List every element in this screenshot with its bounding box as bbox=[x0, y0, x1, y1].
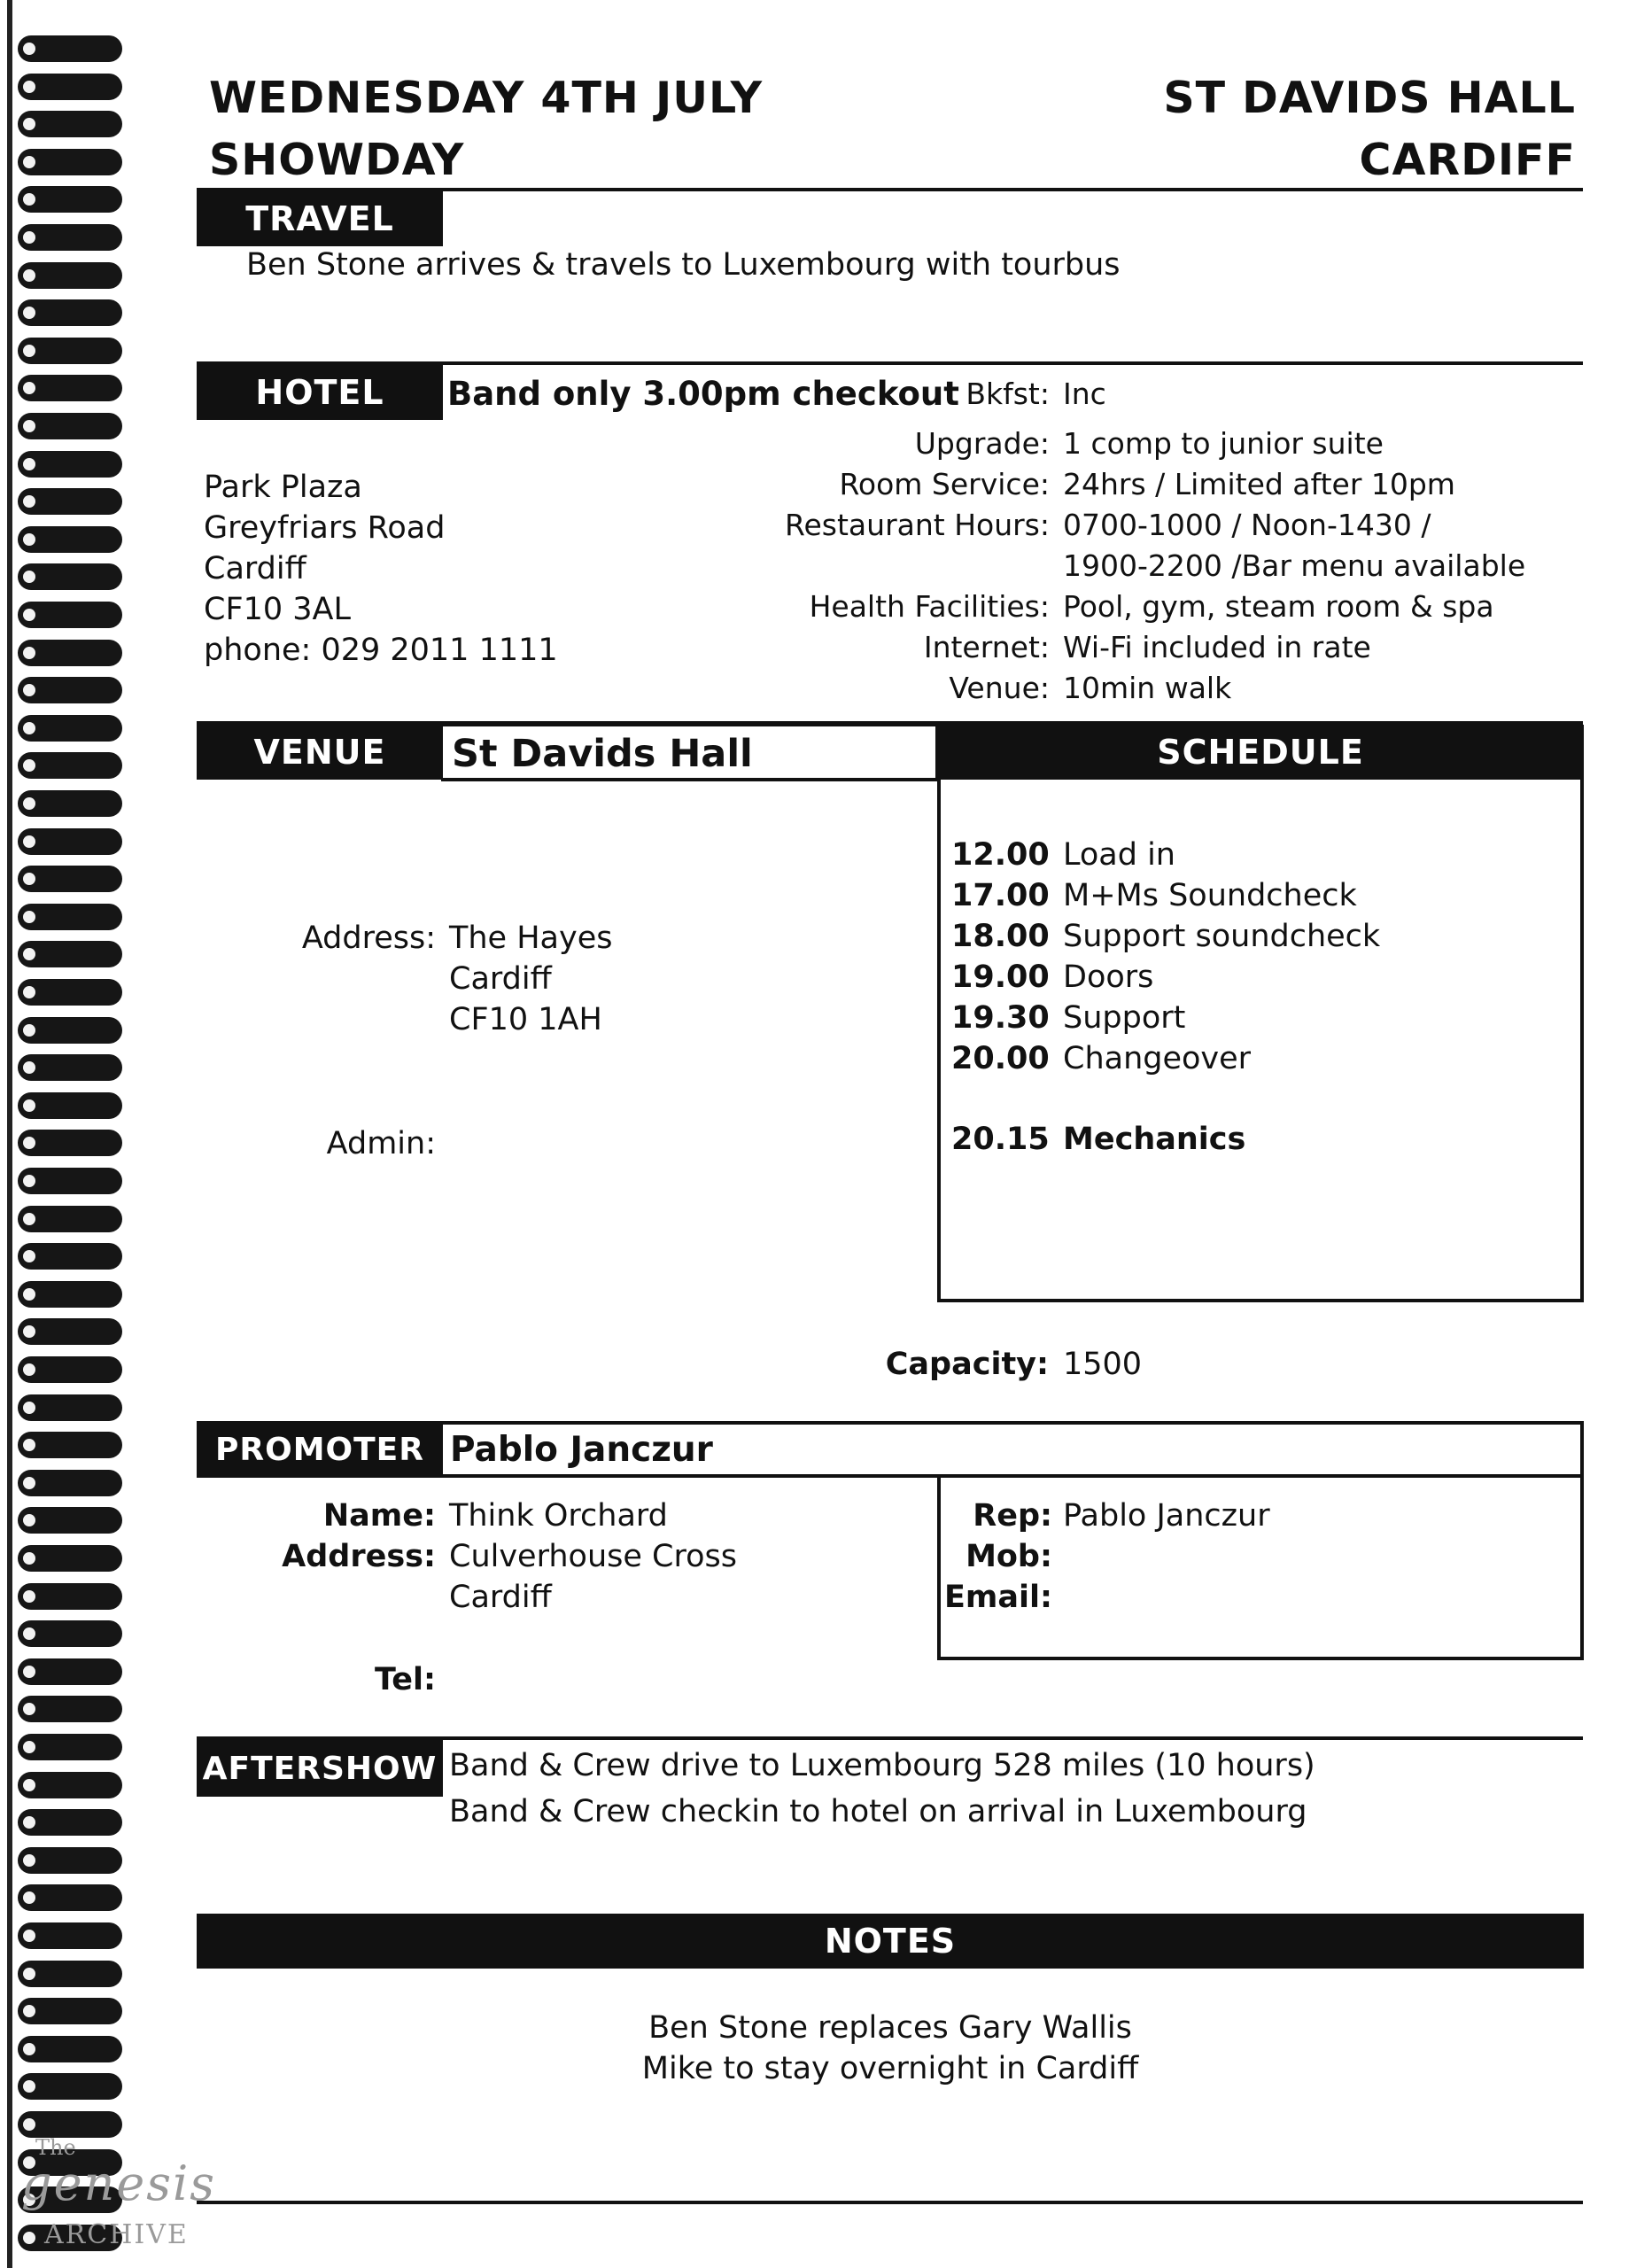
binding-ring bbox=[18, 715, 122, 742]
detail-value-room-service: 24hrs / Limited after 10pm bbox=[1063, 467, 1455, 501]
binding-ring bbox=[18, 979, 122, 1006]
binding-ring bbox=[18, 1394, 122, 1421]
schedule-event: Doors bbox=[1063, 959, 1154, 995]
binding-ring bbox=[18, 1017, 122, 1044]
binding-ring bbox=[18, 413, 122, 439]
binding-ring bbox=[18, 1168, 122, 1194]
binding-ring bbox=[18, 828, 122, 855]
schedule-event: Mechanics bbox=[1063, 1122, 1246, 1157]
venue-address-label: Address: bbox=[301, 920, 436, 956]
schedule-event: Load in bbox=[1063, 837, 1175, 873]
binding-ring bbox=[18, 1318, 122, 1345]
binding-hole bbox=[23, 1402, 35, 1414]
detail-value-restaurant-hours-cont: 1900-2200 /Bar menu available bbox=[1063, 548, 1526, 583]
hotel-phone: phone: 029 2011 1111 bbox=[204, 633, 558, 668]
binding-ring bbox=[18, 1998, 122, 2024]
binding-ring bbox=[18, 1922, 122, 1949]
spiral-binding bbox=[0, 0, 124, 2268]
hotel-address-line: Park Plaza bbox=[204, 470, 362, 505]
aftershow-label: AFTERSHOW bbox=[197, 1740, 443, 1797]
binding-ring bbox=[18, 149, 122, 175]
hotel-address-line: Greyfriars Road bbox=[204, 510, 446, 546]
binding-hole bbox=[23, 647, 35, 659]
detail-key-health: Health Facilities: bbox=[809, 589, 1050, 624]
venue-address bbox=[449, 918, 612, 1040]
binding-hole bbox=[23, 156, 35, 168]
binding-ring bbox=[18, 1847, 122, 1874]
binding-ring bbox=[18, 904, 122, 930]
binding-ring bbox=[18, 74, 122, 100]
binding-hole bbox=[23, 609, 35, 621]
binding-ring bbox=[18, 1884, 122, 1911]
promoter-tel-label: Tel: bbox=[375, 1662, 436, 1697]
hotel-details-keys bbox=[341, 374, 1050, 709]
promoter-name-header: Pablo Janczur bbox=[450, 1430, 713, 1470]
detail-value-internet: Wi-Fi included in rate bbox=[1063, 630, 1371, 664]
binding-hole bbox=[23, 2043, 35, 2055]
schedule-time: 20.15 bbox=[951, 1122, 1050, 1157]
schedule-item bbox=[951, 998, 1380, 1038]
binding-hole bbox=[23, 797, 35, 810]
binding-ring bbox=[18, 1206, 122, 1232]
binding-hole bbox=[23, 458, 35, 470]
detail-key-room-service: Room Service: bbox=[839, 467, 1050, 501]
binding-ring bbox=[18, 1507, 122, 1534]
binding-ring bbox=[18, 2073, 122, 2100]
venue-admin-label: Admin: bbox=[326, 1126, 436, 1161]
binding-ring bbox=[18, 1432, 122, 1458]
binding-ring bbox=[18, 186, 122, 213]
binding-hole bbox=[23, 1968, 35, 1980]
binding-ring bbox=[18, 338, 122, 364]
promoter-rep-label: Rep: bbox=[973, 1498, 1052, 1534]
binding-ring bbox=[18, 1961, 122, 1987]
binding-hole bbox=[23, 1741, 35, 1753]
binding-ring bbox=[18, 1658, 122, 1685]
binding-ring bbox=[18, 752, 122, 779]
binding-ring bbox=[18, 1130, 122, 1156]
binding-ring bbox=[18, 866, 122, 892]
capacity-label: Capacity: bbox=[885, 1347, 1049, 1382]
binding-hole bbox=[23, 2118, 35, 2131]
promoter-mob-label: Mob: bbox=[966, 1539, 1052, 1574]
detail-key-breakfast: Bkfst: bbox=[966, 377, 1050, 411]
venue-address-line: CF10 1AH bbox=[449, 1002, 602, 1037]
schedule-event: Changeover bbox=[1063, 1041, 1252, 1076]
hotel-details-values bbox=[1063, 374, 1525, 709]
binding-ring bbox=[18, 1356, 122, 1383]
logo-genesis: genesis bbox=[21, 2155, 216, 2211]
venue-name: St Davids Hall bbox=[452, 732, 753, 776]
venue-label: VENUE bbox=[197, 725, 443, 780]
schedule-list bbox=[951, 835, 1380, 1160]
binding-hole bbox=[23, 269, 35, 282]
detail-key-restaurant-hours: Restaurant Hours: bbox=[785, 508, 1050, 542]
aftershow-lines bbox=[449, 1745, 1315, 1832]
aftershow-line: Band & Crew checkin to hotel on arrival in Luxembourg bbox=[449, 1794, 1307, 1829]
promoter-address bbox=[449, 1536, 737, 1618]
binding-ring bbox=[18, 451, 122, 478]
schedule-item bbox=[951, 957, 1380, 998]
binding-ring bbox=[18, 375, 122, 401]
binding-ring bbox=[18, 640, 122, 666]
travel-text: Ben Stone arrives & travels to Luxembourg with tourbus bbox=[246, 247, 1121, 283]
binding-ring bbox=[18, 488, 122, 515]
promoter-address-line: Culverhouse Cross bbox=[449, 1539, 737, 1574]
schedule-item bbox=[951, 916, 1380, 957]
binding-ring bbox=[18, 602, 122, 628]
schedule-time: 19.30 bbox=[951, 1000, 1050, 1036]
binding-hole bbox=[23, 1854, 35, 1867]
binding-ring bbox=[18, 1583, 122, 1610]
detail-value-upgrade: 1 comp to junior suite bbox=[1063, 426, 1384, 461]
header-city: CARDIFF bbox=[1359, 135, 1576, 185]
header-day-type: SHOWDAY bbox=[209, 135, 465, 185]
binding-hole bbox=[23, 1175, 35, 1187]
binding-hole bbox=[23, 420, 35, 432]
header-venue-name: ST DAVIDS HALL bbox=[1163, 73, 1576, 123]
promoter-address-line: Cardiff bbox=[449, 1580, 552, 1615]
promoter-email-label: Email: bbox=[944, 1580, 1052, 1615]
notes-line: Ben Stone replaces Gary Wallis bbox=[648, 2010, 1132, 2046]
promoter-name: Think Orchard bbox=[449, 1498, 668, 1534]
binding-ring bbox=[18, 526, 122, 553]
binding-ring bbox=[18, 2036, 122, 2062]
binding-hole bbox=[23, 722, 35, 734]
detail-key-upgrade: Upgrade: bbox=[914, 426, 1050, 461]
detail-key-internet: Internet: bbox=[923, 630, 1050, 664]
schedule-time: 18.00 bbox=[951, 919, 1050, 954]
binding-hole bbox=[23, 81, 35, 93]
promoter-label: PROMOTER bbox=[197, 1421, 443, 1478]
binding-ring bbox=[18, 262, 122, 289]
schedule-label: SCHEDULE bbox=[937, 725, 1584, 780]
binding-spine bbox=[7, 0, 12, 2268]
binding-hole bbox=[23, 1099, 35, 1112]
binding-ring bbox=[18, 1243, 122, 1270]
schedule-item bbox=[951, 1038, 1380, 1079]
binding-ring bbox=[18, 1734, 122, 1760]
binding-ring bbox=[18, 111, 122, 137]
travel-label: TRAVEL bbox=[197, 191, 443, 246]
schedule-time: 20.00 bbox=[951, 1041, 1050, 1076]
hotel-headline: Band only 3.00pm checkout bbox=[447, 375, 959, 413]
binding-hole bbox=[23, 345, 35, 357]
binding-ring bbox=[18, 1696, 122, 1722]
binding-hole bbox=[23, 1024, 35, 1037]
promoter-address-label: Address: bbox=[282, 1539, 436, 1574]
binding-ring bbox=[18, 941, 122, 967]
binding-hole bbox=[23, 533, 35, 546]
binding-ring bbox=[18, 1545, 122, 1572]
logo-the: The bbox=[35, 2135, 76, 2160]
detail-value-restaurant-hours: 0700-1000 / Noon-1430 / bbox=[1063, 508, 1431, 542]
hotel-label: HOTEL bbox=[197, 365, 443, 420]
binding-hole bbox=[23, 1288, 35, 1301]
detail-key-blank bbox=[341, 546, 1050, 586]
detail-key-venue: Venue: bbox=[949, 671, 1050, 705]
capacity-value: 1500 bbox=[1063, 1347, 1143, 1382]
venue-address-line: Cardiff bbox=[449, 961, 552, 997]
genesis-archive-logo bbox=[18, 2131, 239, 2264]
detail-value-health: Pool, gym, steam room & spa bbox=[1063, 589, 1494, 624]
binding-ring bbox=[18, 1054, 122, 1081]
binding-ring bbox=[18, 1772, 122, 1798]
schedule-item bbox=[951, 835, 1380, 875]
schedule-time: 17.00 bbox=[951, 878, 1050, 913]
binding-ring bbox=[18, 1281, 122, 1308]
header-date: WEDNESDAY 4TH JULY bbox=[209, 73, 764, 123]
binding-hole bbox=[23, 43, 35, 55]
binding-ring bbox=[18, 1809, 122, 1836]
schedule-event: Support bbox=[1063, 1000, 1186, 1036]
binding-hole bbox=[23, 1477, 35, 1489]
notes-label: NOTES bbox=[197, 1914, 1584, 1969]
binding-ring bbox=[18, 1470, 122, 1496]
binding-hole bbox=[23, 1363, 35, 1376]
binding-ring bbox=[18, 1092, 122, 1119]
binding-ring bbox=[18, 677, 122, 703]
hotel-address-line: Cardiff bbox=[204, 551, 306, 586]
binding-hole bbox=[23, 1213, 35, 1225]
binding-hole bbox=[23, 911, 35, 923]
schedule-item-headliner bbox=[951, 1119, 1380, 1160]
hotel-address-line: CF10 3AL bbox=[204, 592, 351, 627]
logo-archive: ARCHIVE bbox=[44, 2219, 189, 2250]
binding-hole bbox=[23, 1590, 35, 1603]
binding-ring bbox=[18, 563, 122, 590]
notes-lines bbox=[197, 2008, 1584, 2089]
schedule-event: Support soundcheck bbox=[1063, 919, 1381, 954]
binding-ring bbox=[18, 1620, 122, 1647]
venue-address-line: The Hayes bbox=[449, 920, 613, 956]
promoter-name-label: Name: bbox=[322, 1498, 436, 1534]
binding-hole bbox=[23, 231, 35, 244]
binding-ring bbox=[18, 224, 122, 251]
schedule-time: 12.00 bbox=[951, 837, 1050, 873]
binding-hole bbox=[23, 1779, 35, 1791]
binding-hole bbox=[23, 1666, 35, 1678]
binding-ring bbox=[18, 790, 122, 817]
binding-ring bbox=[18, 299, 122, 326]
binding-ring bbox=[18, 35, 122, 62]
detail-value-breakfast: Inc bbox=[1063, 377, 1106, 411]
aftershow-line: Band & Crew drive to Luxembourg 528 miles (10 hours) bbox=[449, 1748, 1315, 1783]
binding-hole bbox=[23, 986, 35, 998]
promoter-rep: Pablo Janczur bbox=[1063, 1498, 1270, 1534]
binding-hole bbox=[23, 1552, 35, 1565]
schedule-item bbox=[951, 875, 1380, 916]
notes-line: Mike to stay overnight in Cardiff bbox=[641, 2051, 1139, 2086]
footer-rule bbox=[197, 2201, 1583, 2204]
schedule-time: 19.00 bbox=[951, 959, 1050, 995]
schedule-event: M+Ms Soundcheck bbox=[1063, 878, 1357, 913]
binding-hole bbox=[23, 1930, 35, 1942]
detail-value-venue: 10min walk bbox=[1063, 671, 1232, 705]
binding-hole bbox=[23, 835, 35, 848]
